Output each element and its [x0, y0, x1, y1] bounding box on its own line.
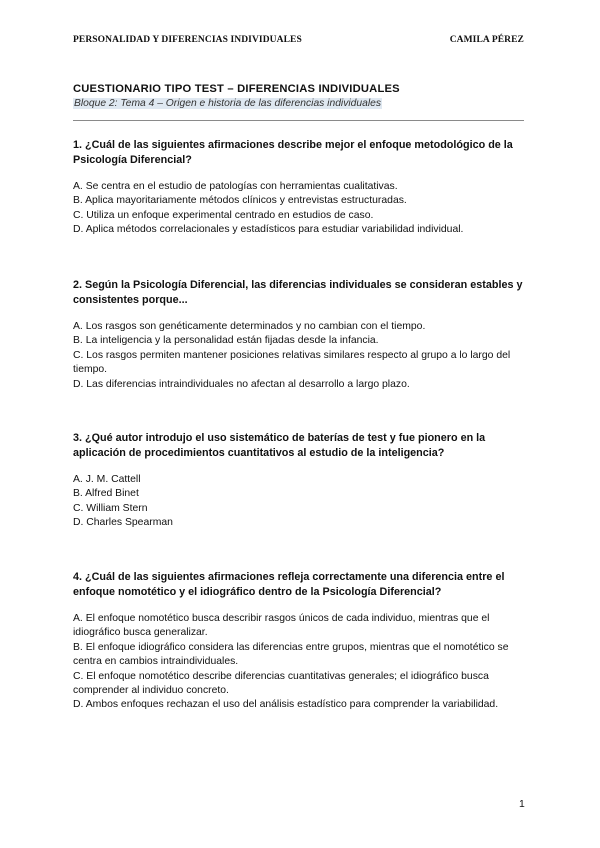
question-text: 2. Según la Psicología Diferencial, las diferencias individuales se consideran estables y consistentes porque... — [73, 279, 523, 306]
option-list — [73, 473, 529, 531]
question-2 — [73, 278, 529, 392]
option-b: B. Aplica mayoritariamente métodos clínicos y entrevistas estructuradas. — [73, 195, 407, 207]
option-d: D. Charles Spearman — [73, 517, 173, 529]
option-list — [73, 612, 529, 713]
question-text: 1. ¿Cuál de las siguientes afirmaciones describe mejor el enfoque metodológico de la Psicología Diferencial? — [73, 139, 513, 166]
option-list — [73, 320, 529, 392]
option-d: D. Aplica métodos correlacionales y estadísticos para estudiar variabilidad individual. — [73, 224, 464, 236]
title-divider — [73, 120, 524, 121]
option-d: D. Ambos enfoques rechazan el uso del análisis estadístico para comprender la variabilidad. — [73, 699, 499, 711]
option-b: B. La inteligencia y la personalidad están fijadas desde la infancia. — [73, 335, 379, 347]
page-number: 1 — [519, 799, 525, 810]
option-c: C. William Stern — [73, 502, 148, 514]
document-subtitle: Bloque 2: Tema 4 – Origen e historia de las diferencias individuales — [74, 98, 381, 109]
option-a: A. Se centra en el estudio de patologías con herramientas cualitativas. — [73, 181, 398, 192]
question-text: 4. ¿Cuál de las siguientes afirmaciones refleja correctamente una diferencia entre el enfoque nomotético y el idiográfico dentro de la Psicología Diferencial? — [73, 571, 505, 598]
option-a: A. El enfoque nomotético busca describir rasgos únicos de cada individuo, mientras que el idiográfico busca generalizar. — [73, 613, 490, 639]
header-author-name: CAMILA PÉREZ — [449, 35, 524, 45]
option-b: B. El enfoque idiográfico considera las diferencias entre grupos, mientras que el nomotético se centra en cambios intraindividuales. — [73, 641, 509, 668]
option-c: C. Los rasgos permiten mantener posiciones relativas similares respecto al grupo a lo largo del tiempo. — [73, 349, 511, 376]
option-b: B. Alfred Binet — [73, 488, 139, 500]
option-c: C. El enfoque nomotético describe diferencias cuantitativas generales; el idiográfico busca comprender al individuo concreto. — [73, 670, 489, 697]
page-header — [73, 35, 524, 45]
option-a: A. J. M. Cattell — [73, 474, 141, 485]
document-title: CUESTIONARIO TIPO TEST – DIFERENCIAS INDIVIDUALES — [73, 83, 400, 95]
option-list — [73, 180, 529, 238]
option-c: C. Utiliza un enfoque experimental centrado en estudios de caso. — [73, 209, 374, 221]
question-3 — [73, 431, 529, 531]
header-course-title: PERSONALIDAD Y DIFERENCIAS INDIVIDUALES — [73, 35, 302, 45]
question-1 — [73, 138, 529, 238]
option-a: A. Los rasgos son genéticamente determinados y no cambian con el tiempo. — [73, 321, 426, 332]
question-text: 3. ¿Qué autor introdujo el uso sistemático de baterías de test y fue pionero en la aplicación de procedimientos cuantitativos al estudio de la inteligencia? — [73, 432, 486, 459]
question-4 — [73, 570, 529, 713]
option-d: D. Las diferencias intraindividuales no afectan al desarrollo a largo plazo. — [73, 378, 410, 390]
